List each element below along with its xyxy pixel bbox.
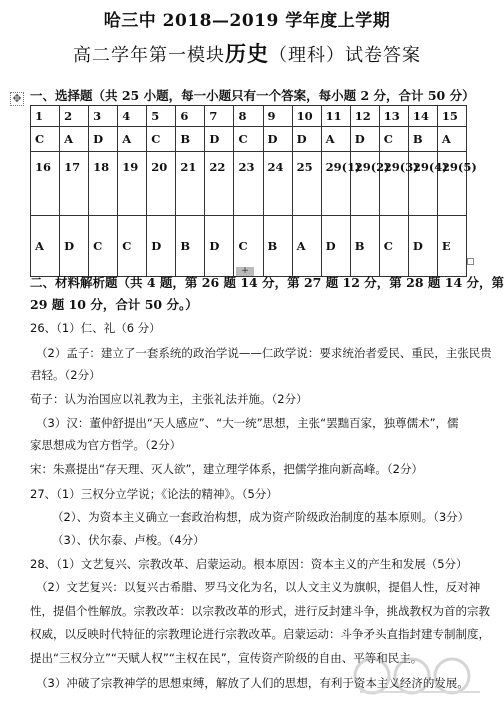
table-cell: C [234, 216, 263, 277]
table-cell: D [350, 127, 379, 152]
table-cell: 12 [350, 106, 379, 127]
table-cell: E [437, 216, 466, 277]
table-cell: D [89, 127, 118, 152]
answer-line: （3）、伏尔泰、卢梭。（4分） [52, 533, 205, 547]
watermark-logo-icon [350, 652, 490, 700]
table-cell: D [292, 127, 321, 152]
table-cell: 24 [263, 152, 292, 216]
table-row-numbers-1 [31, 106, 467, 127]
document-subtitle [0, 38, 494, 68]
table-cell: 8 [234, 106, 263, 127]
answer-line: （2）孟子：建立了一套系统的政治学说——仁政学说：要求统治者爱民、重民，主张民贵 [36, 346, 492, 360]
table-cell: B [350, 216, 379, 277]
table-move-handle-icon[interactable]: ✥ [10, 92, 24, 106]
table-cell: 5 [147, 106, 176, 127]
table-cell: A [60, 127, 89, 152]
answer-line: （3）冲破了宗教神学的思想束缚，解放了人们的思想，有利于资本主义经济的发展。 [36, 676, 469, 690]
table-cell: 1 [31, 106, 60, 127]
table-cell: 11 [321, 106, 350, 127]
table-cell: 22 [205, 152, 234, 216]
answer-line: 28、（1）文艺复兴、宗教改革、启蒙运动。根本原因：资本主义的产生和发展（5分） [30, 557, 468, 571]
table-cell: A [31, 216, 60, 277]
table-row-answers-1 [31, 127, 467, 152]
table-cell: A [292, 216, 321, 277]
table-cell: C [379, 216, 408, 277]
answer-line: 君轻。（2分） [30, 368, 101, 382]
table-cell: 29(5) [437, 152, 466, 216]
table-cell: 29(1) [321, 152, 350, 216]
table-cell: C [147, 127, 176, 152]
table-cell: 9 [263, 106, 292, 127]
table-add-row-icon[interactable]: + [236, 267, 254, 276]
table-cell: 21 [176, 152, 205, 216]
table-cell: 29(3) [379, 152, 408, 216]
table-cell: 25 [292, 152, 321, 216]
table-cell: 10 [292, 106, 321, 127]
table-cell: 7 [205, 106, 234, 127]
answer-line: 荀子：认为治国应以礼教为主，主张礼法并施。（2分） [30, 392, 308, 406]
table-cell: 23 [234, 152, 263, 216]
table-cell: C [31, 127, 60, 152]
table-cell: 29(4) [408, 152, 437, 216]
answer-line: （2）、为资本主义确立一套政治构想，成为资产阶级政治制度的基本原则。（3分） [52, 510, 470, 524]
table-cell: 2 [60, 106, 89, 127]
table-cell: A [437, 127, 466, 152]
subtitle-after: （理科）试卷答案 [269, 45, 421, 66]
answer-line: （3）汉：董仲舒提出“天人感应”、“大一统”思想，主张“罢黜百家，独尊儒术”，儒 [36, 416, 459, 430]
answer-line: 性，提倡个性解放。宗教改革：以宗教改革的形式，进行反封建斗争，挑战教权为首的宗教 [30, 604, 490, 618]
table-cell: B [408, 127, 437, 152]
table-cell: 3 [89, 106, 118, 127]
table-cell: D [147, 216, 176, 277]
table-cell: D [205, 216, 234, 277]
table-cell: 6 [176, 106, 205, 127]
table-cell: 29(2) [350, 152, 379, 216]
answer-line: 提出“三权分立”“天赋人权”“主权在民”，宣传资产阶级的自由、平等和民主。 [30, 651, 423, 665]
table-cell: D [321, 216, 350, 277]
table-cell: 16 [31, 152, 60, 216]
table-cell: B [176, 216, 205, 277]
answer-line: 权威，以反映时代特征的宗教理论进行宗教改革。启蒙运动：斗争矛头直指封建专制制度， [30, 627, 490, 641]
answer-table [30, 105, 477, 277]
table-cell: 18 [89, 152, 118, 216]
table-cell: D [60, 216, 89, 277]
table-cell: C [379, 127, 408, 152]
answer-line: 家思想成为官方哲学。（2分） [30, 438, 182, 452]
table-cell: D [408, 216, 437, 277]
table-cell: C [234, 127, 263, 152]
table-cell: 19 [118, 152, 147, 216]
table-cell: 20 [147, 152, 176, 216]
document-title: 哈三中 2018—2019 学年度上学期 [103, 11, 391, 31]
table-cell: B [176, 127, 205, 152]
table-cell: D [205, 127, 234, 152]
answer-line: 宋：朱熹提出“存天理、灭人欲”，建立理学体系，把儒学推向新高峰。（2分） [30, 462, 423, 476]
subtitle-before: 高二学年第一模块 [73, 45, 225, 66]
section2-heading-line2: 29 题 10 分，合计 50 分。） [30, 297, 198, 312]
table-cell: 4 [118, 106, 147, 127]
answer-line: （2）文艺复兴：以复兴古希腊、罗马文化为名，以人文主义为旗帜，提倡人性，反对神 [36, 580, 481, 594]
section1-heading: 一、选择题（共 25 小题，每一小题只有一个答案，每小题 2 分，合计 50 分） [30, 88, 475, 103]
table-cell: C [118, 216, 147, 277]
table-cell: 15 [437, 106, 466, 127]
table-cell: 17 [60, 152, 89, 216]
table-row-numbers-2 [31, 152, 467, 216]
answer-line: 26、（1）仁、礼（6 分） [30, 321, 161, 335]
section2-heading-line1: 二、材料解析题（共 4 题，第 26 题 14 分，第 27 题 12 分，第 28 题 14 分，第 [30, 275, 504, 290]
table-cell: D [263, 127, 292, 152]
subtitle-highlight: 历史 [225, 41, 269, 66]
table-cell: C [89, 216, 118, 277]
table-cell: A [118, 127, 147, 152]
table-resize-handle[interactable] [467, 258, 474, 265]
table-cell: A [321, 127, 350, 152]
table-cell: B [263, 216, 292, 277]
table-cell: 14 [408, 106, 437, 127]
answer-line: 27、（1）三权分立学说；《论法的精神》。（5分） [30, 487, 278, 501]
table-cell: 13 [379, 106, 408, 127]
